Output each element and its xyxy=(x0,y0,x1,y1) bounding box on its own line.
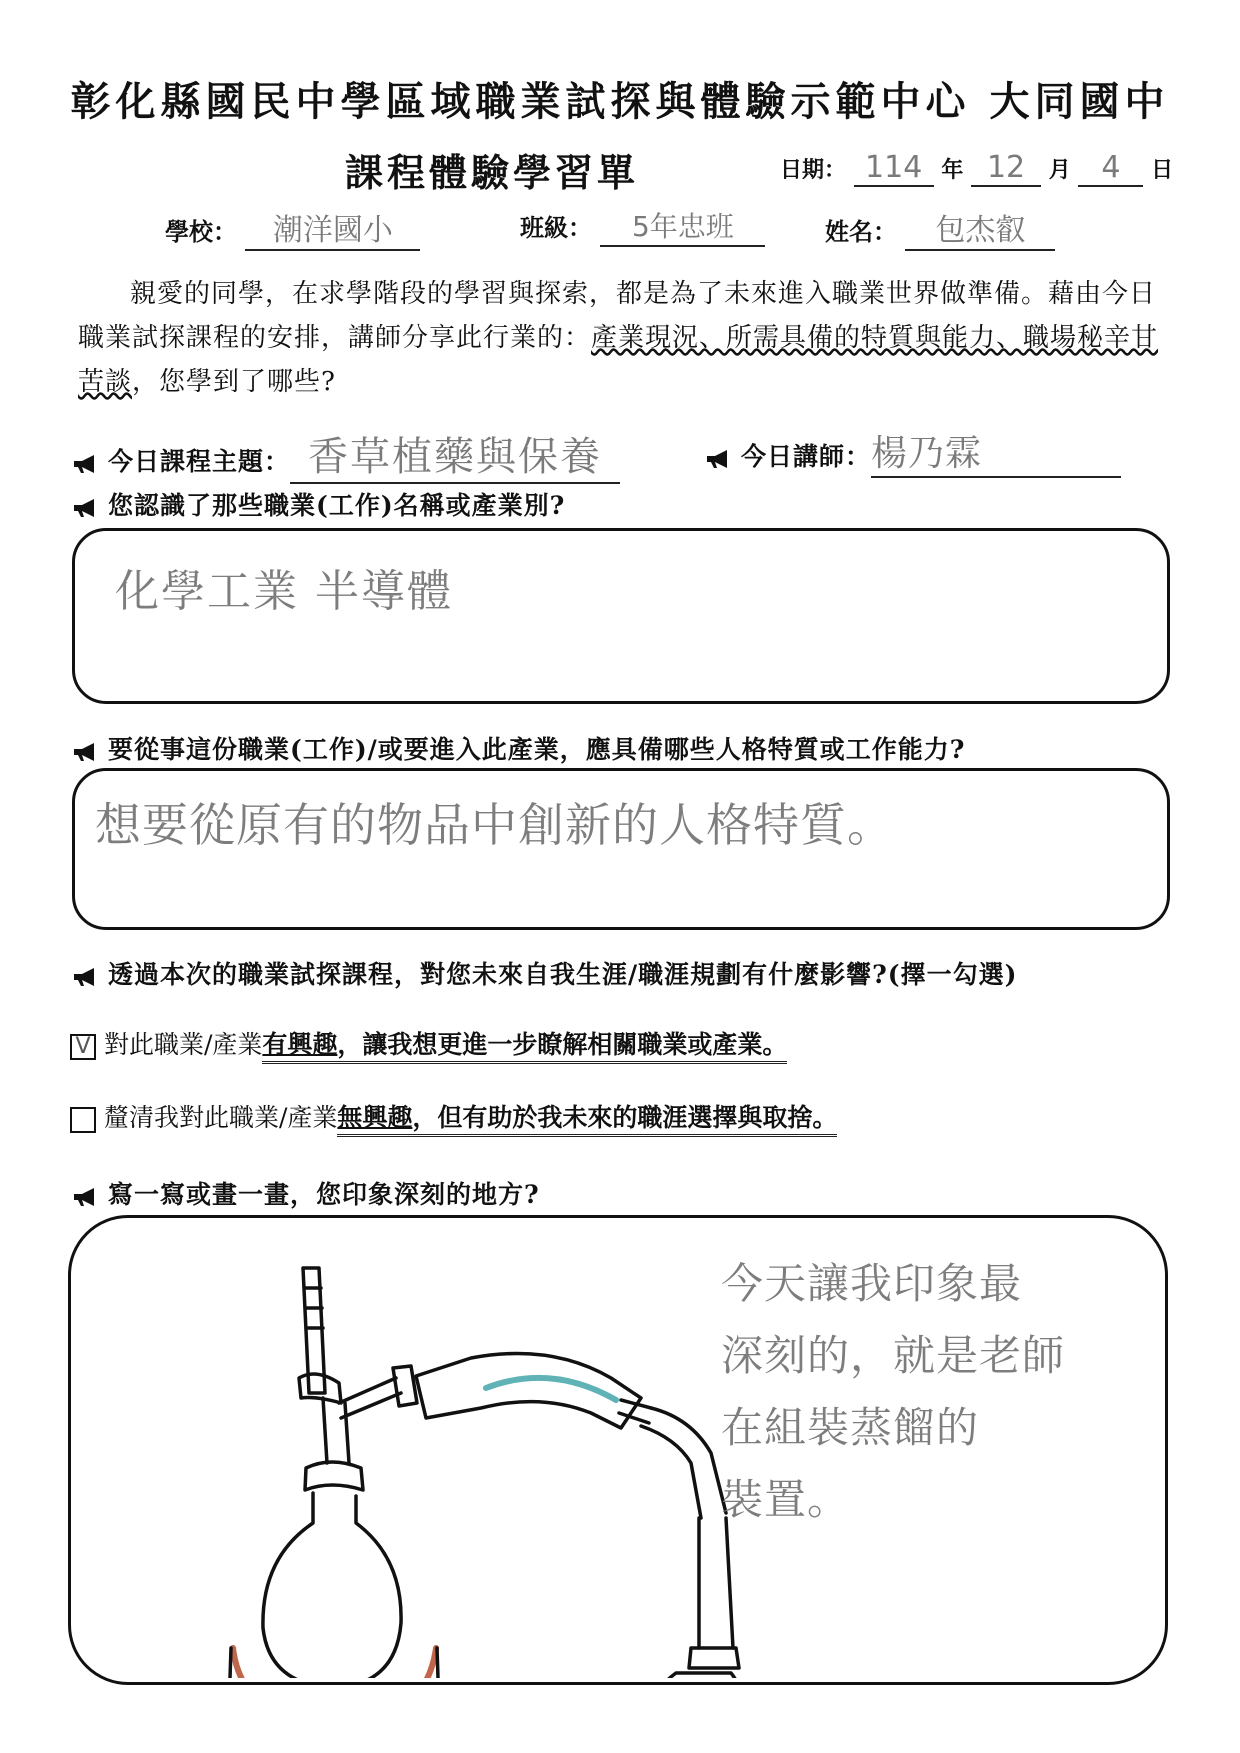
class-label: 班級： xyxy=(520,213,592,242)
q3-text: 透過本次的職業試探課程，對您未來自我生涯/職涯規劃有什麼影響?(擇一勾選) xyxy=(108,960,1018,989)
option2-pre: 釐清我對此職業/產業 xyxy=(103,1103,338,1132)
option2-checkbox[interactable] xyxy=(70,1107,96,1133)
option1-checkbox[interactable]: V xyxy=(70,1034,96,1060)
heating-mantle xyxy=(233,1648,436,1678)
q1-answer-box[interactable] xyxy=(72,528,1170,704)
intro-highlight: 產業現況、所需具備的特質與能力、職場秘辛甘苦談 xyxy=(78,323,1159,397)
q4-answer-line4: 裝置。 xyxy=(721,1475,851,1524)
intro-paragraph xyxy=(78,272,1163,404)
date-month-unit: 月 xyxy=(1048,157,1071,183)
teacher-label: 今日講師： xyxy=(741,442,872,471)
topic-value[interactable]: 香草植藥與保養 xyxy=(290,425,620,484)
option2-bold: 無興趣 xyxy=(337,1103,413,1132)
megaphone-icon xyxy=(705,449,739,469)
q3-option2[interactable] xyxy=(70,1098,837,1134)
name-field xyxy=(825,205,1055,251)
teacher-value[interactable]: 楊乃霖 xyxy=(871,425,1121,478)
intro-text-a: 親愛的同學，在求學階段的學習與探索，都是為了未來進入職業世界做準備。藉由今日職業試探課程的安排，講師分享此行業的： xyxy=(78,279,1157,353)
q2-text: 要從事這份職業(工作)/或要進入此產業，應具備哪些人格特質或工作能力? xyxy=(108,735,966,764)
date-label: 日期： xyxy=(780,157,847,183)
q2-answer-box[interactable] xyxy=(72,768,1170,930)
title-line2: 課程體驗學習單 xyxy=(345,150,640,195)
date-day[interactable]: 4 xyxy=(1078,150,1143,187)
date-day-unit: 日 xyxy=(1151,157,1174,183)
q4-answer-line2: 深刻的，就是老師 xyxy=(721,1331,1066,1380)
option1-emphasis xyxy=(262,1030,787,1064)
q4-answer xyxy=(721,1248,1065,1536)
stopper xyxy=(299,1374,341,1403)
date-row xyxy=(780,150,1173,187)
q4-answer-line3: 在組裝蒸餾的 xyxy=(721,1403,980,1452)
course-topic-row xyxy=(72,425,620,484)
course-teacher-row xyxy=(705,425,1121,478)
q1-question xyxy=(72,486,565,522)
side-arm xyxy=(339,1378,401,1418)
q2-question xyxy=(72,730,965,766)
option2-emphasis xyxy=(337,1103,837,1137)
school-label: 學校： xyxy=(165,217,237,246)
name-label: 姓名： xyxy=(825,217,897,246)
date-year[interactable]: 114 xyxy=(854,150,934,187)
school-value[interactable]: 潮洋國小 xyxy=(245,205,420,251)
megaphone-icon xyxy=(72,498,106,518)
date-month[interactable]: 12 xyxy=(971,150,1041,187)
q3-option1[interactable] xyxy=(70,1025,787,1061)
option1-pre: 對此職業/產業 xyxy=(103,1030,263,1059)
topic-label: 今日課程主題： xyxy=(108,447,291,476)
adapter xyxy=(641,1408,726,1518)
condenser xyxy=(416,1354,641,1429)
megaphone-icon xyxy=(72,967,106,987)
name-value[interactable]: 包杰叡 xyxy=(905,205,1055,251)
megaphone-icon xyxy=(72,1187,106,1207)
q2-answer: 想要從原有的物品中創新的人格特質。 xyxy=(95,798,894,852)
round-flask xyxy=(263,1493,401,1678)
school-field xyxy=(165,205,420,251)
date-year-unit: 年 xyxy=(941,157,964,183)
q1-text: 您認識了那些職業(工作)名稱或產業別? xyxy=(108,491,566,520)
megaphone-icon xyxy=(72,454,106,474)
option1-post: ，讓我想更進一步瞭解相關職業或產業。 xyxy=(337,1030,788,1059)
q3-question xyxy=(72,955,1017,991)
q1-answer: 化學工業 半導體 xyxy=(115,566,453,617)
option2-post: ，但有助於我未來的職涯選擇與取捨。 xyxy=(412,1103,838,1132)
receiving-flask xyxy=(656,1673,741,1678)
megaphone-icon xyxy=(72,742,106,762)
intro-text-b: ，您學到了哪些? xyxy=(132,367,336,397)
q4-text: 寫一寫或畫一畫，您印象深刻的地方? xyxy=(108,1180,540,1209)
class-field xyxy=(520,205,765,247)
q4-drawing-box[interactable] xyxy=(68,1215,1168,1685)
q4-question xyxy=(72,1175,540,1211)
title-line1: 彰化縣國民中學區域職業試探與體驗示範中心 大同國中 xyxy=(70,78,1170,125)
option1-bold: 有興趣 xyxy=(262,1030,338,1059)
class-value[interactable]: 5年忠班 xyxy=(600,205,765,247)
q4-answer-line1: 今天讓我印象最 xyxy=(721,1259,1023,1308)
